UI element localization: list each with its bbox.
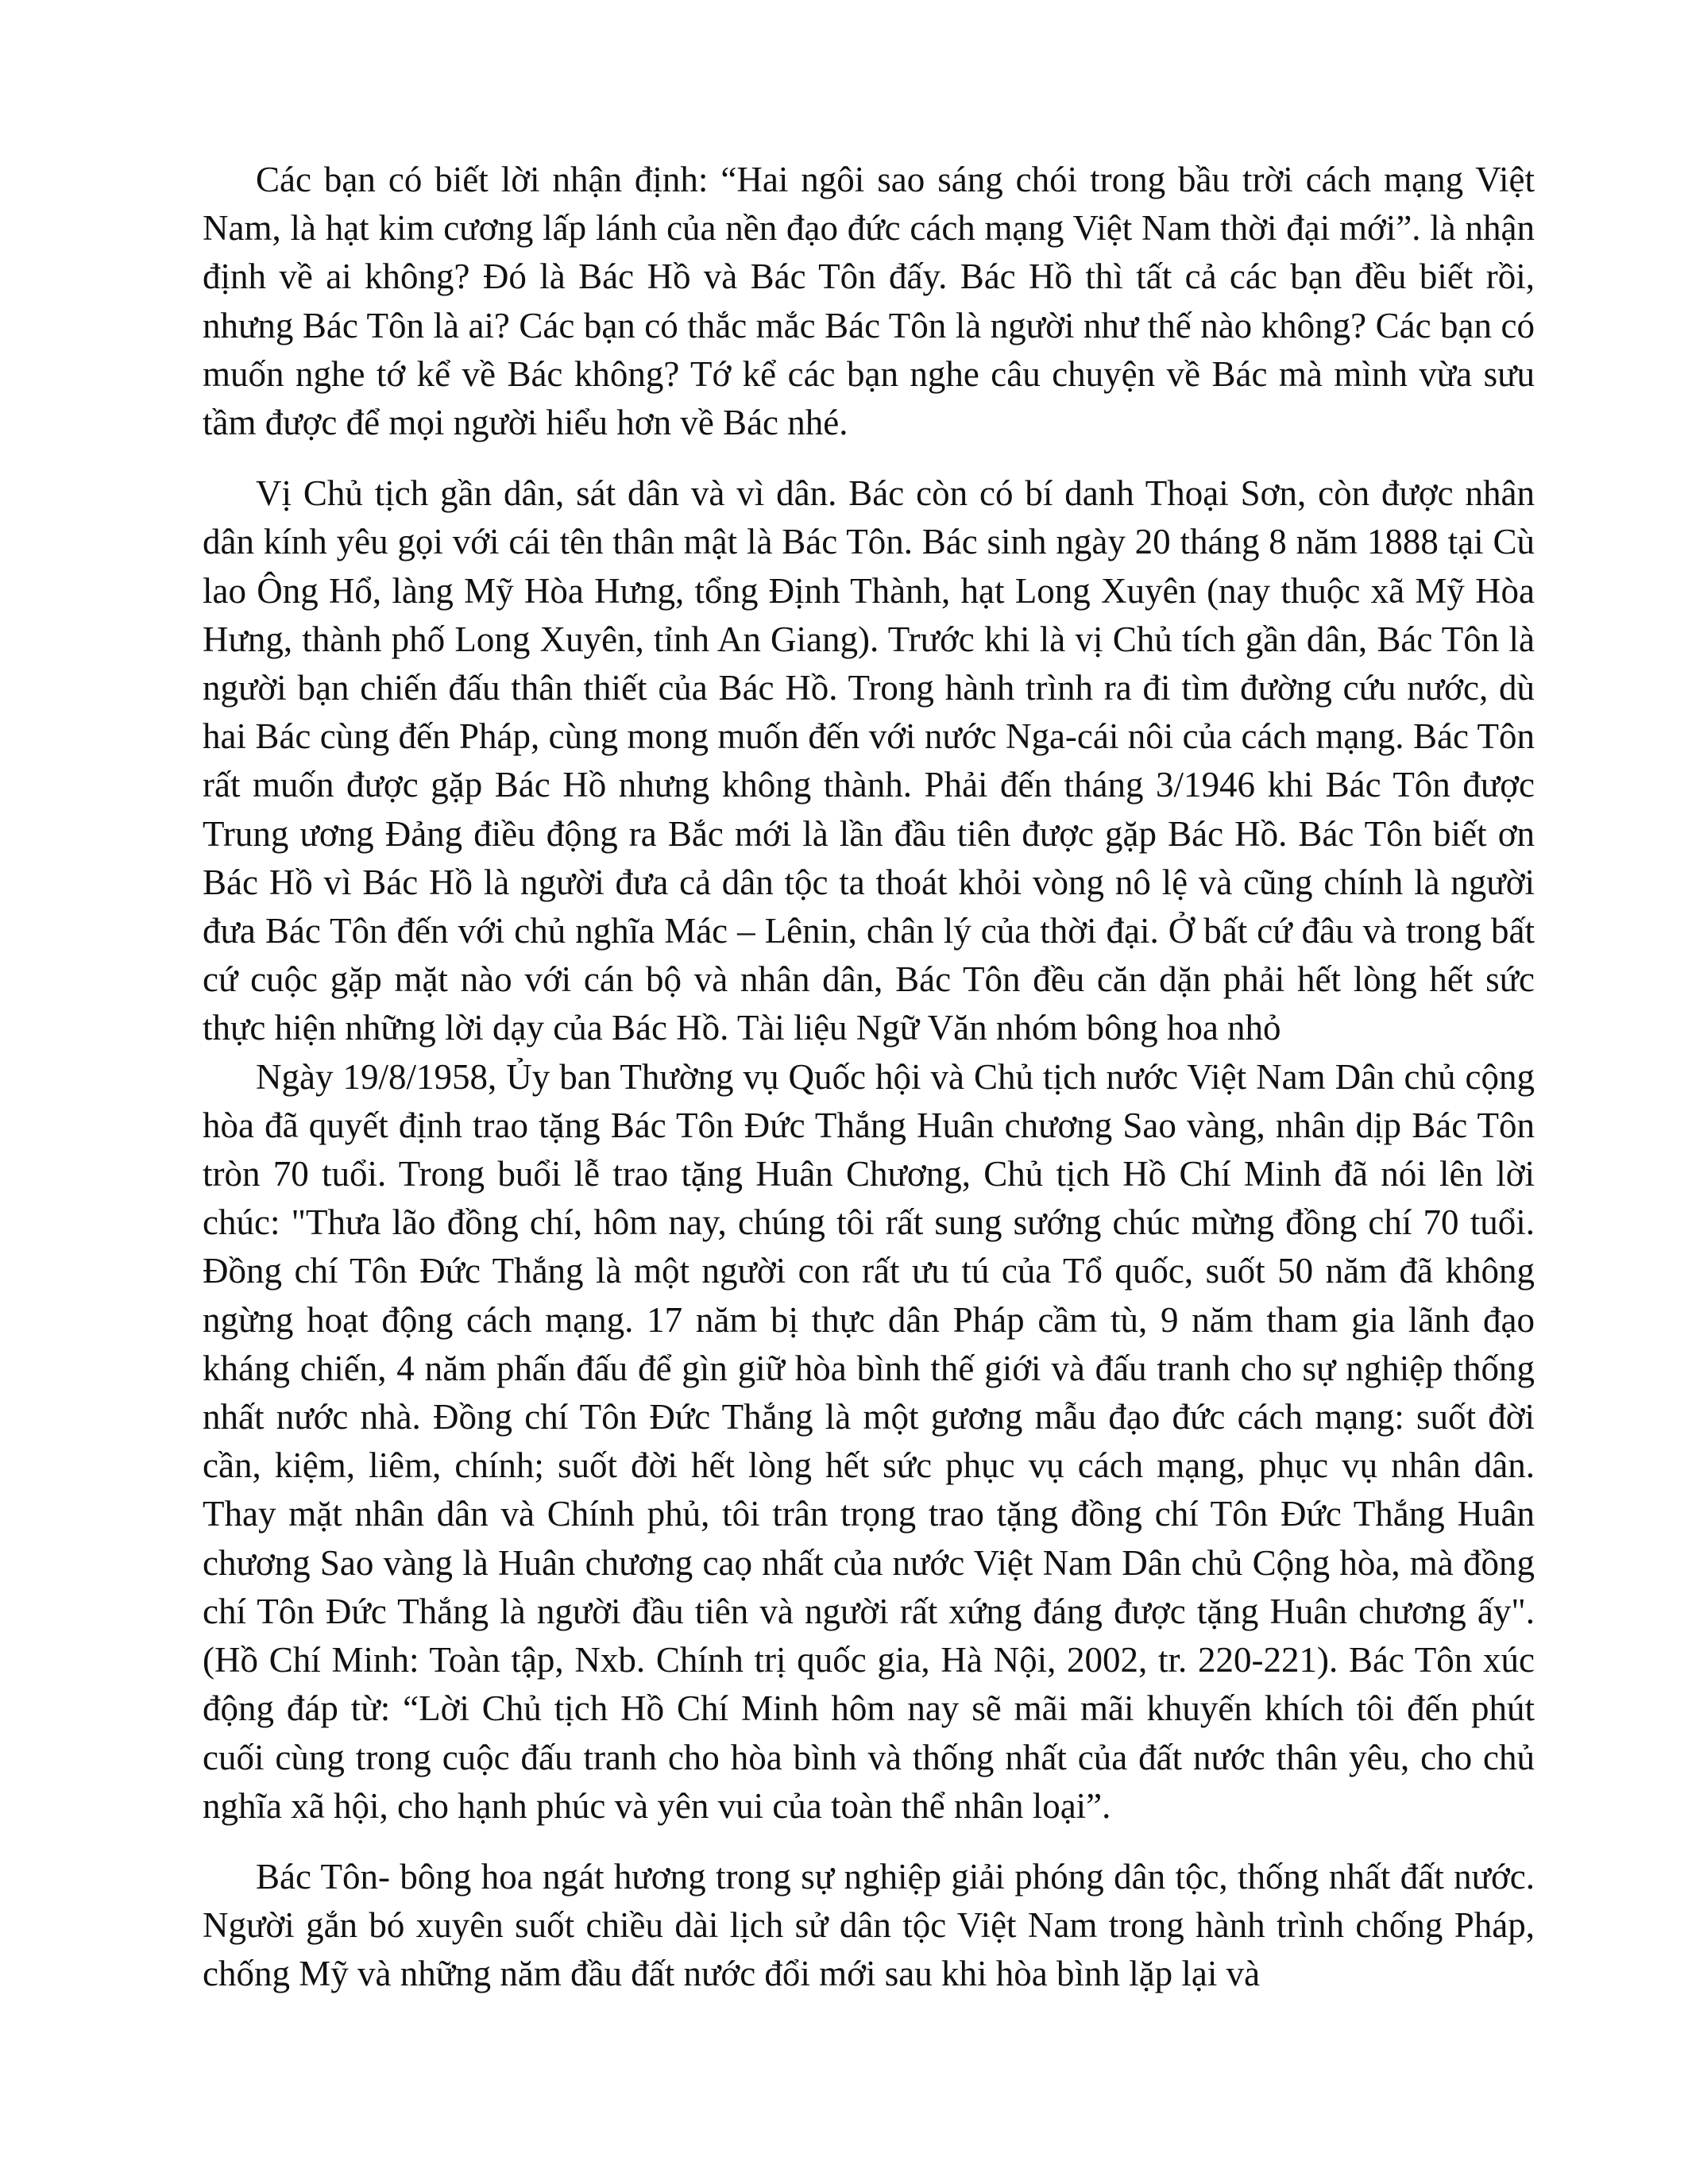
paragraph-biography: Vị Chủ tịch gần dân, sát dân và vì dân. Bác còn có bí danh Thoại Sơn, còn được nhân dân kính yêu gọi với cái tên thân mật là Bác Tôn. Bác sinh ngày 20 tháng 8 năm 1888 tại Cù lao Ông Hổ, làng Mỹ Hòa Hưng, tổng Định Thành, hạt Long Xuyên (nay thuộc xã Mỹ Hòa Hưng, thành phố Long Xuyên, tỉnh An Giang). Trước khi là vị Chủ tích gần dân, Bác Tôn là người bạn chiến đấu thân thiết của Bác Hồ. Trong hành trình ra đi tìm đường cứu nước, dù hai Bác cùng đến Pháp, cùng mong muốn đến với nước Nga-cái nôi của cách mạng. Bác Tôn rất muốn được gặp Bác Hồ nhưng không thành. Phải đến tháng 3/1946 khi Bác Tôn được Trung ương Đảng điều động ra Bắc mới là lần đầu tiên được gặp Bác Hồ. Bác Tôn biết ơn Bác Hồ vì Bác Hồ là người đưa cả dân tộc ta thoát khỏi vòng nô lệ và cũng chính là người đưa Bác Tôn đến với chủ nghĩa Mác – Lênin, chân lý của thời đại. Ở bất cứ đâu và trong bất cứ cuộc gặp mặt nào với cán bộ và nhân dân, Bác Tôn đều căn dặn phải hết lòng hết sức thực hiện những lời dạy của Bác Hồ. Tài liệu Ngữ Văn nhóm bông hoa nhỏ (203, 473, 1535, 1048)
document-body (203, 156, 1535, 1999)
paragraph-medal-award: Ngày 19/8/1958, Ủy ban Thường vụ Quốc hội và Chủ tịch nước Việt Nam Dân chủ cộng hòa đã quyết định trao tặng Bác Tôn Đức Thắng Huân chương Sao vàng, nhân dịp Bác Tôn tròn 70 tuổi. Trong buổi lễ trao tặng Huân Chương, Chủ tịch Hồ Chí Minh đã nói lên lời chúc: "Thưa lão đồng chí, hôm nay, chúng tôi rất sung sướng chúc mừng đồng chí 70 tuổi. Đồng chí Tôn Đức Thắng là một người con rất ưu tú của Tổ quốc, suốt 50 năm đã không ngừng hoạt động cách mạng. 17 năm bị thực dân Pháp cầm tù, 9 năm tham gia lãnh đạo kháng chiến, 4 năm phấn đấu để gìn giữ hòa bình thế giới và đấu tranh cho sự nghiệp thống nhất nước nhà. Đồng chí Tôn Đức Thắng là một gương mẫu đạo đức cách mạng: suốt đời cần, kiệm, liêm, chính; suốt đời hết lòng hết sức phục vụ cách mạng, phục vụ nhân dân. Thay mặt nhân dân và Chính phủ, tôi trân trọng trao tặng đồng chí Tôn Đức Thắng Huân chương Sao vàng là Huân chương caọ nhất của nước Việt Nam Dân chủ Cộng hòa, mà đồng chí Tôn Đức Thắng là người đầu tiên và người rất xứng đáng được tặng Huân chương ấy". (Hồ Chí Minh: Toàn tập, Nxb. Chính trị quốc gia, Hà Nội, 2002, tr. 220-221). Bác Tôn xúc động đáp từ: “Lời Chủ tịch Hồ Chí Minh hôm nay sẽ mãi mãi khuyến khích tôi đến phút cuối cùng trong cuộc đấu tranh cho hòa bình và thống nhất của đất nước thân yêu, cho chủ nghĩa xã hội, cho hạnh phúc và yên vui của toàn thể nhân loại”. (203, 1056, 1535, 1826)
paragraph-intro: Các bạn có biết lời nhận định: “Hai ngôi sao sáng chói trong bầu trời cách mạng Việt Nam, là hạt kim cương lấp lánh của nền đạo đức cách mạng Việt Nam thời đại mới”. là nhận định về ai không? Đó là Bác Hồ và Bác Tôn đấy. Bác Hồ thì tất cả các bạn đều biết rồi, nhưng Bác Tôn là ai? Các bạn có thắc mắc Bác Tôn là người như thế nào không? Các bạn có muốn nghe tớ kể về Bác không? Tớ kể các bạn nghe câu chuyện về Bác mà mình vừa sưu tầm được để mọi người hiểu hơn về Bác nhé. (203, 160, 1535, 443)
paragraph-conclusion: Bác Tôn- bông hoa ngát hương trong sự nghiệp giải phóng dân tộc, thống nhất đất nước. Người gắn bó xuyên suốt chiều dài lịch sử dân tộc Việt Nam trong hành trình chống Pháp, chống Mỹ và những năm đầu đất nước đổi mới sau khi hòa bình lặp lại và (203, 1856, 1535, 1994)
